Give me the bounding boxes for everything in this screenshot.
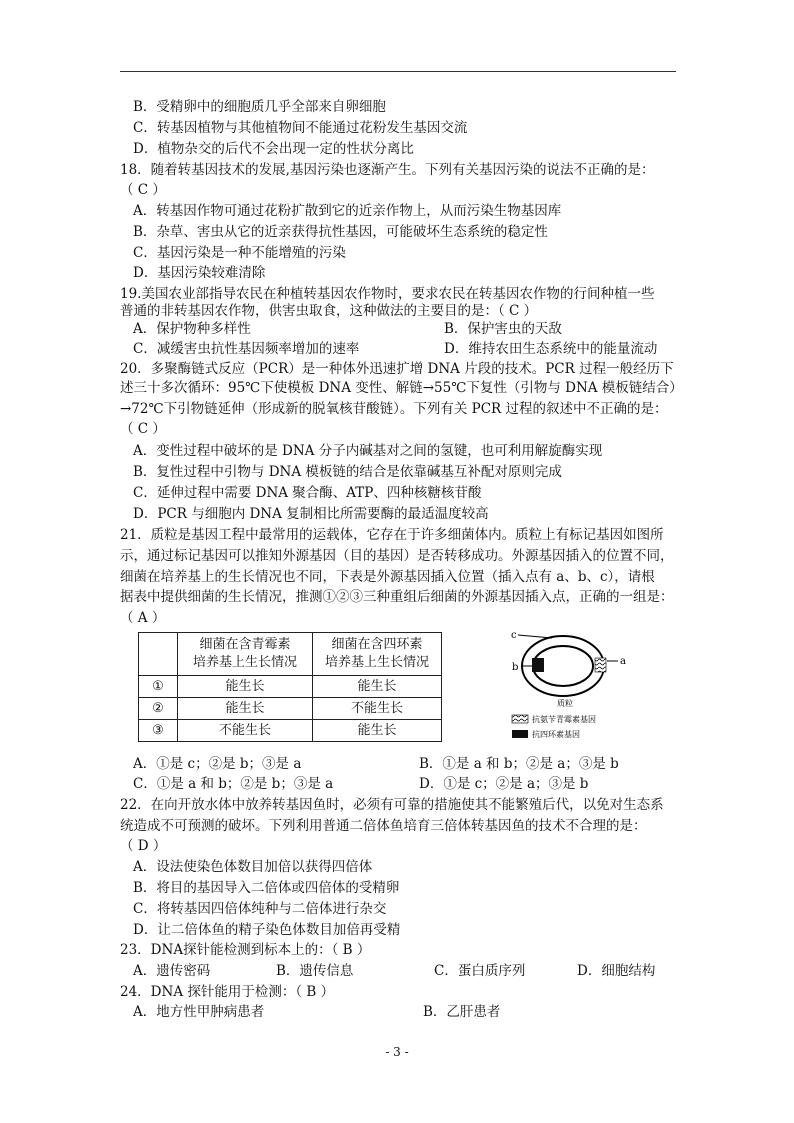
- text-line: B．杂草、害虫从它的近亲获得抗性基因，可能破坏生态系统的稳定性: [133, 224, 548, 240]
- text-line: A．地方性甲肿病患者: [133, 1004, 265, 1020]
- legend-tetracycline: 抗四环素基因: [532, 730, 580, 739]
- text-line: 18．随着转基因技术的发展,基因污染也逐渐产生。下列有关基因污染的说法不正确的是：: [120, 162, 655, 178]
- text-line: D．维持农田生态系统中的能量流动: [444, 341, 658, 357]
- tetracycline-gene-block: [532, 658, 544, 672]
- row-number: ②: [139, 698, 178, 720]
- cell: 不能生长: [313, 698, 442, 720]
- text-line: 22．在向开放水体中放养转基因鱼时，必须有可靠的措施使其不能繁殖后代，以免对生态系: [120, 797, 664, 813]
- plasmid-diagram: [508, 626, 658, 746]
- legend-swatch-solid: [512, 730, 528, 738]
- text-line: （ C ）: [120, 182, 166, 198]
- text-line: D．PCR 与细胞内 DNA 复制相比所需要酶的最适温度较高: [133, 506, 489, 522]
- text-line: （ D ）: [120, 838, 167, 854]
- text-line: B．乙肝患者: [423, 1004, 501, 1020]
- text-line: C．转基因植物与其他植物间不能通过花粉发生基因交流: [133, 120, 468, 136]
- text-line: （ C ）: [120, 421, 166, 437]
- text-line: 据表中提供细菌的生长情况，推测①②③三种重组后细菌的外源基因插入点，正确的一组是：: [120, 589, 674, 605]
- legend-ampicillin: 抗氨苄青霉素基因: [532, 715, 596, 724]
- label-c: c: [511, 630, 517, 641]
- ampicillin-gene-block: [595, 658, 606, 672]
- table-row: [139, 720, 442, 742]
- text-line: A．①是 c；②是 b；③是 a: [133, 756, 302, 772]
- text-line: B．①是 a 和 b；②是 a；③是 b: [419, 756, 619, 772]
- legend-swatch-wave: [512, 715, 528, 723]
- text-line: B．将目的基因导入二倍体或四倍体的受精卵: [133, 880, 400, 896]
- text-line: D．基因污染较难清除: [133, 265, 266, 281]
- cell: 不能生长: [178, 720, 313, 742]
- text-line: 普通的非转基因农作物，供害虫取食，这种做法的主要目的是：（ C ）: [120, 303, 538, 319]
- text-line: C．蛋白质序列: [434, 963, 526, 979]
- text-line: 20．多聚酶链式反应（PCR）是一种体外迅速扩增 DNA 片段的技术。PCR 过程一般经历下: [120, 361, 674, 377]
- text-line: C．延伸过程中需要 DNA 聚合酶、ATP、四种核糖核苷酸: [133, 485, 482, 501]
- label-a: a: [620, 656, 626, 667]
- text-line: 19.美国农业部指导农民在种植转基因农作物时，要求农民在转基因农作物的行间种植一些: [120, 286, 655, 302]
- text-line: D．植物杂交的后代不会出现一定的性状分离比: [133, 141, 414, 157]
- text-line: 统造成不可预测的破坏。下列利用普通二倍体鱼培育三倍体转基因鱼的技术不合理的是：: [120, 818, 647, 834]
- text-line: →72℃下引物链延伸（形成新的脱氧核苷酸链）。下列有关 PCR 过程的叙述中不正确的是：: [120, 401, 668, 417]
- growth-table: [138, 632, 442, 742]
- table-row: [139, 698, 442, 720]
- text-line: B．复性过程中引物与 DNA 模板链的结合是依靠碱基互补配对原则完成: [133, 464, 562, 480]
- header-rule: [120, 71, 676, 72]
- text-line: A．遗传密码: [133, 963, 211, 979]
- cell: 能生长: [313, 676, 442, 698]
- text-line: 述三十多次循环：95℃下使模板 DNA 变性、解链→55℃下复性（引物与 DNA 模板链结合）: [120, 380, 683, 396]
- text-line: A．保护物种多样性: [133, 321, 251, 337]
- text-line: A．设法使染色体数目加倍以获得四倍体: [133, 859, 373, 875]
- text-line: 24．DNA 探针能用于检测：（ B ）: [120, 984, 335, 1000]
- text-line: D．让二倍体鱼的精子染色体数目加倍再受精: [133, 922, 401, 938]
- page-number: - 3 -: [385, 1045, 409, 1059]
- text-line: （ A ）: [120, 610, 166, 626]
- text-line: C．①是 a 和 b；②是 b；③是 a: [133, 776, 334, 792]
- text-line: B．遗传信息: [276, 963, 354, 979]
- text-line: 示，通过标记基因可以推知外源基因（目的基因）是否转移成功。外源基因插入的位置不同，: [120, 548, 674, 564]
- row-number: ③: [139, 720, 178, 742]
- table-row: [139, 676, 442, 698]
- text-line: B．保护害虫的天敌: [444, 321, 562, 337]
- text-line: C．减缓害虫抗性基因频率增加的速率: [133, 341, 360, 357]
- text-line: B．受精卵中的细胞质几乎全部来自卵细胞: [133, 99, 386, 115]
- text-line: 细菌在培养基上的生长情况也不同，下表是外源基因插入位置（插入点有 a、b、c），请根: [120, 569, 655, 585]
- table-corner: [139, 633, 178, 676]
- table-header-tetracycline: 细菌在含四环素 培养基上生长情况: [313, 633, 442, 676]
- text-line: 21．质粒是基因工程中最常用的运载体，它存在于许多细菌体内。质粒上有标记基因如图所: [120, 527, 664, 543]
- cell: 能生长: [313, 720, 442, 742]
- plasmid-caption: 质粒: [557, 699, 573, 708]
- text-line: A．转基因作物可通过花粉扩散到它的近亲作物上，从而污染生物基因库: [133, 203, 562, 219]
- text-line: C．将转基因四倍体纯种与二倍体进行杂交: [133, 901, 387, 917]
- text-line: A．变性过程中破坏的是 DNA 分子内碱基对之间的氢键，也可利用解旋酶实现: [133, 443, 603, 459]
- text-line: D．①是 c；②是 a；③是 b: [419, 776, 589, 792]
- row-number: ①: [139, 676, 178, 698]
- cell: 能生长: [178, 698, 313, 720]
- table-header-penicillin: 细菌在含青霉素 培养基上生长情况: [178, 633, 313, 676]
- pointer-c: [518, 635, 552, 638]
- text-line: C．基因污染是一种不能增殖的污染: [133, 245, 346, 261]
- cell: 能生长: [178, 676, 313, 698]
- label-b: b: [512, 662, 519, 673]
- text-line: 23．DNA探针能检测到标本上的：（ B ）: [120, 942, 371, 958]
- text-line: D．细胞结构: [577, 963, 656, 979]
